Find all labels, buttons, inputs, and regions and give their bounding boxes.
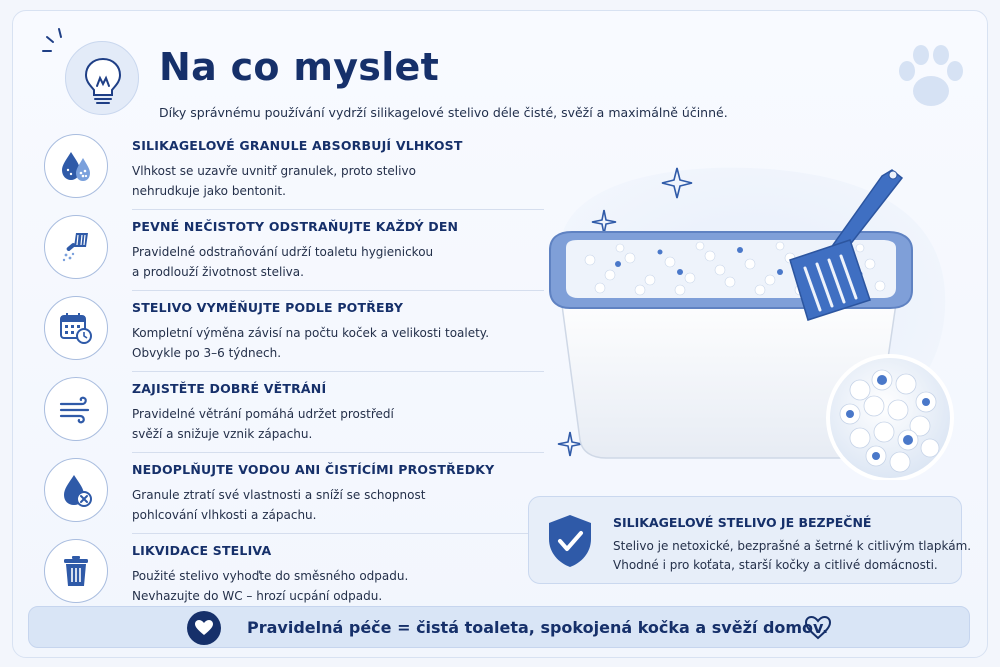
list-item	[44, 290, 504, 368]
item-text: Kompletní výměna závisí na počtu koček a velikosti toalety. Obvykle po 3–6 týdnech.	[132, 326, 490, 360]
safety-text: Stelivo je netoxické, bezprašné a šetrné k citlivým tlapkám. Vhodné i pro koťata, starší kočky a citlivé domácnosti.	[613, 539, 972, 572]
heart-icon	[187, 611, 221, 645]
footer-text: Pravidelná péče = čistá toaleta, spokojená kočka a svěží domov.	[247, 618, 829, 637]
list-item	[44, 452, 504, 530]
item-title: ZAJISTĚTE DOBRÉ VĚTRÁNÍ	[132, 381, 327, 396]
list-item	[44, 371, 504, 449]
list-item	[44, 128, 504, 206]
safety-title: SILIKAGELOVÉ STELIVO JE BEZPEČNÉ	[613, 515, 872, 530]
shield-check-icon	[543, 511, 597, 571]
scoop-icon	[44, 215, 108, 279]
item-text: Granule ztratí své vlastnosti a sníží se schopnost pohlcování vlhkosti a zápachu.	[132, 488, 426, 522]
magnified-granules	[828, 356, 952, 480]
list-item	[44, 533, 504, 611]
water-drops-icon	[44, 134, 108, 198]
footer-banner	[28, 606, 970, 648]
page-title: Na co myslet	[159, 45, 440, 89]
safety-callout	[528, 496, 972, 584]
page-subtitle: Díky správnému používání vydrží silikagelové stelivo déle čisté, svěží a maximálně účinné.	[159, 105, 728, 120]
item-title: SILIKAGELOVÉ GRANULE ABSORBUJÍ VLHKOST	[132, 138, 463, 153]
item-title: PEVNÉ NEČISTOTY ODSTRAŇUJTE KAŽDÝ DEN	[132, 219, 459, 234]
item-title: NEDOPLŇUJTE VODOU ANI ČISTÍCÍMI PROSTŘEDKY	[132, 462, 495, 477]
trash-bin-icon	[44, 539, 108, 603]
heart-outline-icon	[804, 615, 832, 641]
sparkle-lines-icon	[39, 25, 79, 65]
wind-icon	[44, 377, 108, 441]
list-item	[44, 209, 504, 287]
item-text: Pravidelné odstraňování udrží toaletu hygienickou a prodlouží životnost steliva.	[132, 245, 434, 279]
litter-box-illustration	[520, 140, 970, 480]
item-text: Pravidelné větrání pomáhá udržet prostředí svěží a snižuje vznik zápachu.	[132, 407, 394, 441]
item-text: Použité stelivo vyhoďte do směsného odpadu. Nevhazujte do WC – hrozí ucpání odpadu.	[132, 569, 409, 603]
item-title: STELIVO VYMĚŇUJTE PODLE POTŘEBY	[132, 300, 404, 315]
item-text: Vlhkost se uzavře uvnitř granulek, proto stelivo nehrudkuje jako bentonit.	[132, 164, 416, 198]
drop-no-icon	[44, 458, 108, 522]
item-title: LIKVIDACE STELIVA	[132, 543, 272, 558]
paw-icon	[891, 41, 971, 113]
calendar-clock-icon	[44, 296, 108, 360]
